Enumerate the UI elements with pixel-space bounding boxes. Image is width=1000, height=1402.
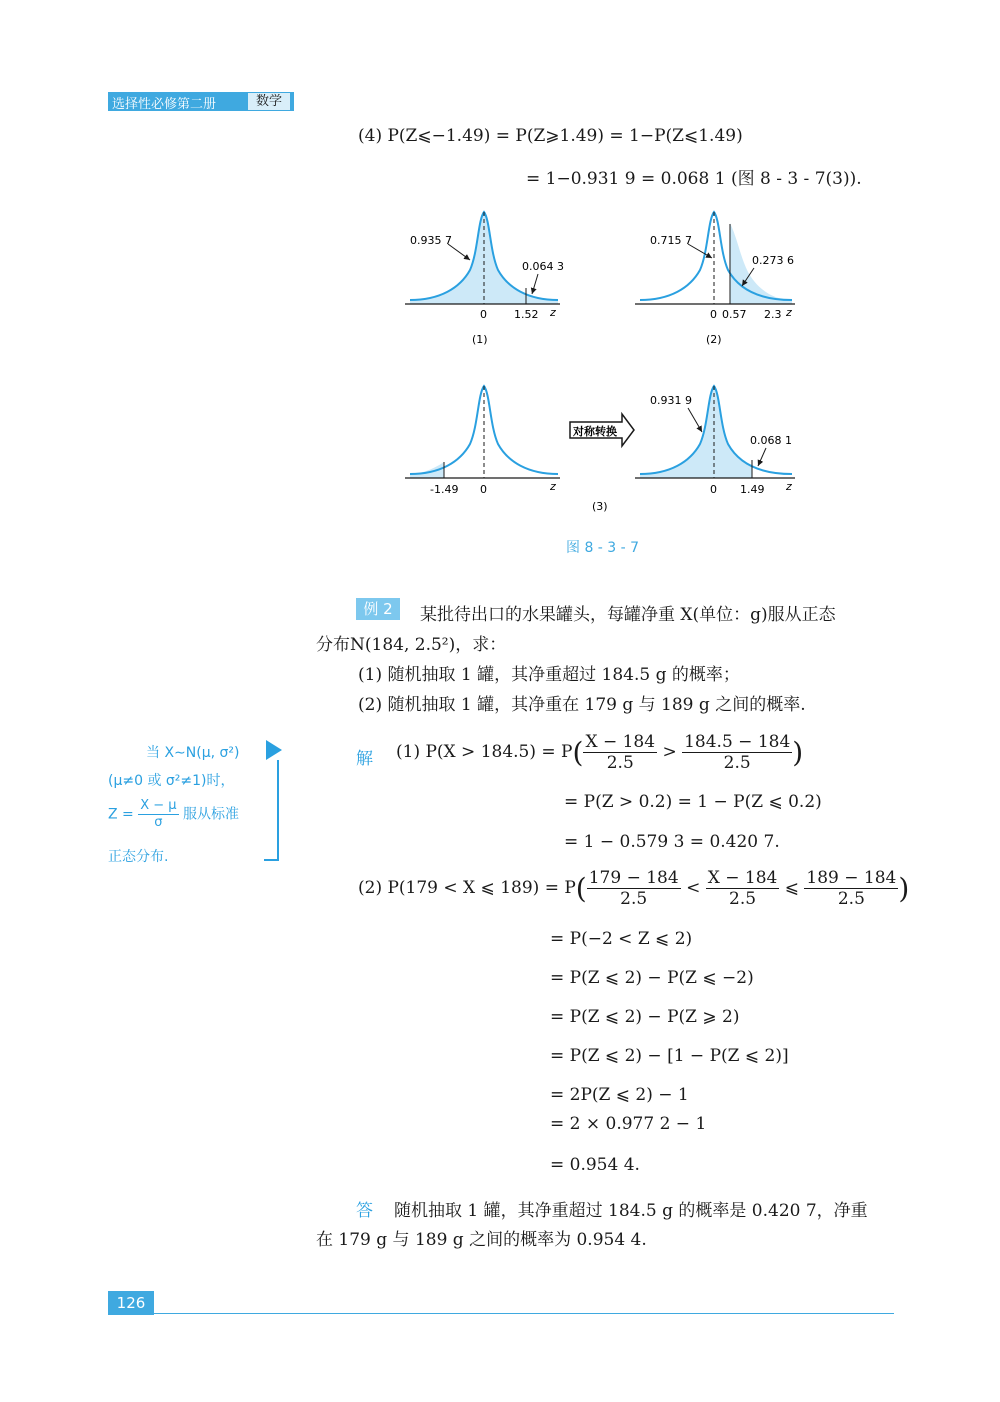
solution-1-frac-1: $\frac{X - 184}{2.5}$ bbox=[585, 732, 656, 773]
side-note-frac-num: X − μ bbox=[140, 798, 177, 813]
example-line-1: 某批待出口的水果罐头，每罐净重 X(单位：g)服从正态 bbox=[420, 605, 836, 625]
side-note-line-3 bbox=[108, 798, 239, 831]
solution-2-op-1: < bbox=[686, 878, 701, 898]
side-note-frac-den: σ bbox=[154, 815, 163, 830]
panel-3-left bbox=[405, 386, 560, 496]
panel-1 bbox=[405, 212, 564, 346]
side-note-fraction bbox=[138, 798, 178, 831]
panel-2-label: (2) bbox=[706, 333, 722, 346]
symmetry-arrow-label: 对称转换 bbox=[573, 425, 617, 438]
panel-3-right bbox=[592, 386, 795, 513]
header-subject: 数学 bbox=[248, 93, 290, 110]
solution-1-line-2: = P(Z > 0.2) = 1 − P(Z ⩽ 0.2) bbox=[564, 792, 822, 812]
symmetry-arrow bbox=[570, 414, 634, 446]
formula-line-2: = 1−0.931 9 = 0.068 1 (图 8 - 3 - 7(3)). bbox=[526, 169, 862, 189]
solution-label: 解 bbox=[356, 749, 373, 769]
normal-distribution-figure bbox=[400, 200, 810, 530]
solution-2-frac-2: $\frac{X - 184}{2.5}$ bbox=[707, 868, 778, 909]
question-2: (2) 随机抽取 1 罐，其净重在 179 g 与 189 g 之间的概率. bbox=[358, 695, 806, 715]
solution-2-step-7: = 0.954 4. bbox=[550, 1155, 640, 1175]
panel-3-right-right-arrow bbox=[758, 448, 766, 466]
panel-2-right-area-label: 0.273 6 bbox=[752, 254, 794, 267]
solution-1-lead: (1) P(X > 184.5) = P bbox=[396, 742, 573, 762]
solution-1-line-1 bbox=[396, 732, 803, 773]
solution-2-step-4: = P(Z ⩽ 2) − [1 − P(Z ⩽ 2)] bbox=[550, 1046, 789, 1066]
solution-1-frac-2: $\frac{184.5 - 184}{2.5}$ bbox=[684, 732, 791, 773]
panel-3-right-left-area-label: 0.931 9 bbox=[650, 394, 692, 407]
panel-3-left-zero-tick: 0 bbox=[480, 483, 487, 496]
side-note-line-2: (μ≠0 或 σ²≠1)时， bbox=[108, 773, 235, 789]
side-note-line-4: 正态分布. bbox=[108, 849, 169, 865]
header-book-title: 选择性必修第二册 bbox=[112, 97, 217, 112]
panel-3-right-zero-tick: 0 bbox=[710, 483, 717, 496]
solution-2-step-1: = P(−2 < Z ⩽ 2) bbox=[550, 929, 693, 949]
example-label: 例 2 bbox=[356, 598, 400, 620]
solution-1-lparen: ( bbox=[572, 736, 584, 769]
panel-3-right-cut-tick: 1.49 bbox=[740, 483, 765, 496]
solution-2-step-5: = 2P(Z ⩽ 2) − 1 bbox=[550, 1085, 689, 1105]
panel-2-cut2-tick: 2.3 bbox=[764, 308, 782, 321]
solution-2-step-6: = 2 × 0.977 2 − 1 bbox=[550, 1114, 707, 1134]
panel-3-right-axis-label: z bbox=[786, 480, 792, 493]
panel-3-right-left-arrow bbox=[688, 408, 702, 432]
panel-1-right-arrow bbox=[532, 274, 538, 294]
solution-2-step-3: = P(Z ⩽ 2) − P(Z ⩾ 2) bbox=[550, 1007, 740, 1027]
formula-line-1: (4) P(Z⩽−1.49) = P(Z⩾1.49) = 1−P(Z⩽1.49) bbox=[358, 126, 743, 146]
footer-rule bbox=[154, 1313, 894, 1314]
panel-3-left-cut-tick: -1.49 bbox=[430, 483, 459, 496]
panel-3-label: (3) bbox=[592, 500, 608, 513]
panel-3-left-axis-label: z bbox=[550, 480, 556, 493]
page-number: 126 bbox=[108, 1291, 154, 1315]
solution-2-lead: (2) P(179 < X ⩽ 189) = P bbox=[358, 878, 576, 898]
panel-2-zero-tick: 0 bbox=[710, 308, 717, 321]
panel-2-left-area-label: 0.715 7 bbox=[650, 234, 692, 247]
side-note-tail: 服从标准 bbox=[183, 806, 240, 823]
panel-1-axis-label: z bbox=[550, 306, 556, 319]
panel-2-axis-label: z bbox=[786, 306, 792, 319]
panel-1-zero-tick: 0 bbox=[480, 308, 487, 321]
panel-1-label: (1) bbox=[472, 333, 488, 346]
panel-2 bbox=[635, 212, 795, 346]
solution-2-op-2: ⩽ bbox=[784, 878, 799, 898]
solution-2-lparen: ( bbox=[575, 872, 587, 905]
solution-2-frac-1: $\frac{179 - 184}{2.5}$ bbox=[588, 868, 679, 909]
panel-3-right-right-area-label: 0.068 1 bbox=[750, 434, 792, 447]
panel-1-left-area-label: 0.935 7 bbox=[410, 234, 452, 247]
solution-2-line-1 bbox=[358, 868, 909, 909]
panel-2-cut1-tick: 0.57 bbox=[722, 308, 747, 321]
solution-2-frac-3: $\frac{189 - 184}{2.5}$ bbox=[806, 868, 897, 909]
example-line-2: 分布N(184, 2.5²)，求： bbox=[316, 635, 507, 655]
answer-line-1: 随机抽取 1 罐，其净重超过 184.5 g 的概率是 0.420 7，净重 bbox=[394, 1201, 868, 1221]
solution-1-line-3: = 1 − 0.579 3 = 0.420 7. bbox=[564, 832, 780, 852]
side-note-bracket bbox=[264, 738, 290, 864]
answer-line-2: 在 179 g 与 189 g 之间的概率为 0.954 4. bbox=[316, 1230, 647, 1250]
answer-label: 答 bbox=[356, 1201, 373, 1221]
side-note-z-lead: Z = bbox=[108, 806, 134, 823]
solution-1-rparen: ) bbox=[792, 736, 804, 769]
panel-1-right-area-label: 0.064 3 bbox=[522, 260, 564, 273]
solution-2-step-2: = P(Z ⩽ 2) − P(Z ⩽ −2) bbox=[550, 968, 754, 988]
figure-caption: 图 8 - 3 - 7 bbox=[566, 540, 640, 556]
panel-1-cut-tick: 1.52 bbox=[514, 308, 539, 321]
solution-2-rparen: ) bbox=[898, 872, 910, 905]
solution-1-op: > bbox=[662, 742, 677, 762]
side-note-line-1: 当 X∼N(μ, σ²) bbox=[146, 745, 240, 761]
question-1: (1) 随机抽取 1 罐，其净重超过 184.5 g 的概率； bbox=[358, 665, 740, 685]
